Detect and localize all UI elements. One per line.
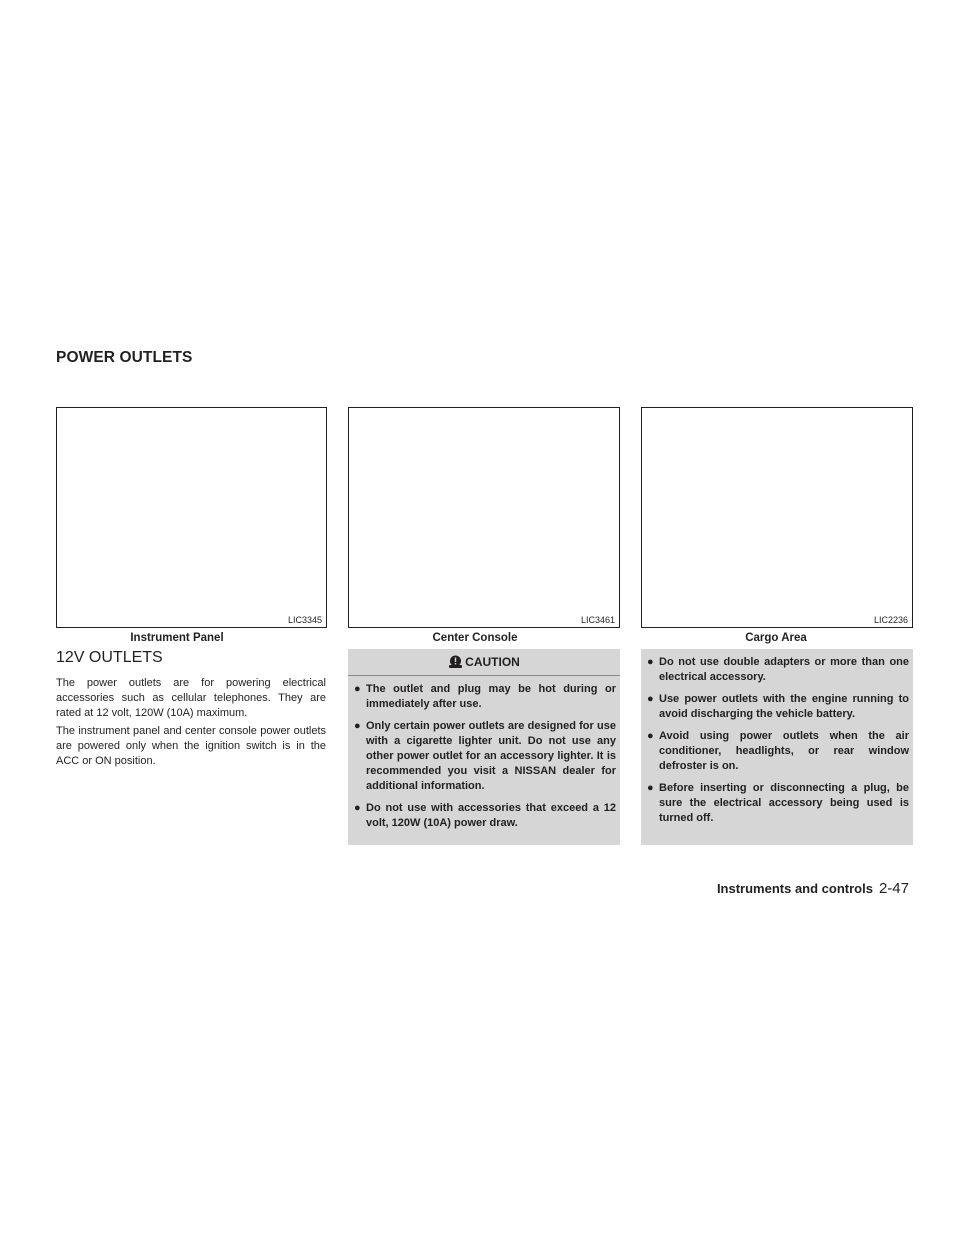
body-paragraph: The instrument panel and center console power outlets are powered only when the ignition switch is in the ACC or ON position. — [56, 725, 326, 767]
bullet-icon: ● — [354, 683, 361, 695]
caution-item — [647, 655, 909, 685]
caution-item-text: Do not use with accessories that exceed a 12 volt, 120W (10A) power draw. — [366, 802, 616, 829]
caution-item — [647, 692, 909, 722]
figure-cargo-area — [641, 407, 913, 628]
figure-code: LIC3461 — [580, 615, 615, 625]
caution-item — [354, 801, 616, 831]
caution-item — [647, 781, 909, 826]
bullet-icon: ● — [647, 782, 654, 794]
figure-center-console — [348, 407, 620, 628]
caution-item-text: Before inserting or disconnecting a plug, be sure the electrical accessory being used is turned off. — [659, 782, 909, 824]
caution-item-text: Avoid using power outlets when the air conditioner, headlights, or rear window defroster is on. — [659, 730, 909, 772]
caution-box-continued — [641, 649, 913, 845]
caution-item — [647, 729, 909, 774]
caution-item-text: Do not use double adapters or more than one electrical accessory. — [659, 656, 909, 683]
bullet-icon: ● — [647, 656, 654, 668]
figure-code: LIC2236 — [873, 615, 908, 625]
bullet-icon: ● — [647, 693, 654, 705]
figure-caption: Instrument Panel — [130, 632, 224, 644]
figure-caption: Cargo Area — [745, 632, 807, 644]
page-footer — [717, 880, 909, 897]
figure-instrument-panel — [56, 407, 327, 628]
caution-item-text: The outlet and plug may be hot during or immediately after use. — [366, 683, 616, 710]
bullet-icon: ● — [647, 730, 654, 742]
caution-title: CAUTION — [465, 655, 520, 669]
bullet-icon: ● — [354, 802, 361, 814]
caution-header — [348, 649, 620, 676]
caution-item-text: Use power outlets with the engine running to avoid discharging the vehicle battery. — [659, 693, 909, 720]
section-title: POWER OUTLETS — [56, 349, 193, 366]
page-number: 2-47 — [878, 880, 909, 897]
body-paragraph: The power outlets are for powering electrical accessories such as cellular telephones. They are rated at 12 volt, 120W (10A) maximum. — [56, 677, 326, 719]
figure-caption: Center Console — [432, 632, 518, 644]
bullet-icon: ● — [354, 720, 361, 732]
warning-icon — [448, 655, 463, 669]
footer-section-label: Instruments and controls — [716, 881, 873, 896]
caution-box — [348, 649, 620, 845]
caution-item — [354, 682, 616, 712]
figure-code: LIC3345 — [287, 615, 322, 625]
caution-item — [354, 719, 616, 794]
caution-item-text: Only certain power outlets are designed for use with a cigarette lighter unit. Do not use any other power outlet for an accessory lighter. It is recommended you visit a NISSAN dealer for additional information. — [366, 720, 616, 792]
subheading: 12V OUTLETS — [56, 649, 163, 666]
